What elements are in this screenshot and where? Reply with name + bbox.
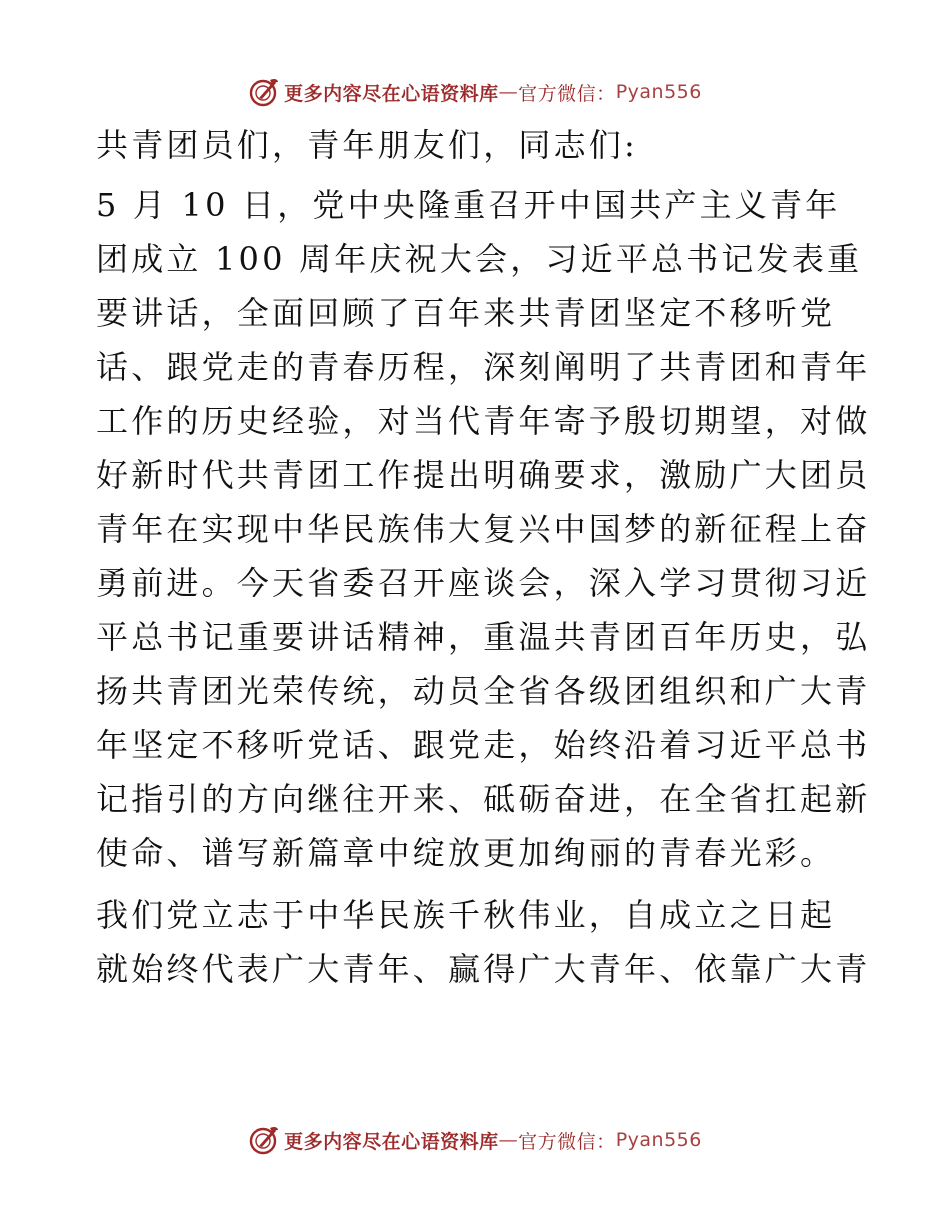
text-line: 勇前进。今天省委召开座谈会，深入学习贯彻习近 [96,564,871,602]
banner-main-text: 更多内容尽在心语资料库 [284,82,499,105]
banner-separator: — [498,81,519,103]
text-line: 年坚定不移听党话、跟党走，始终沿着习近平总书 [96,726,871,764]
banner-separator: — [498,1129,519,1151]
text-line: 我们党立志于中华民族千秋伟业，自成立之日起 [96,896,836,934]
banner-account: Pyan556 [615,1129,702,1151]
paragraph-2 [96,888,871,996]
banner-main-text: 更多内容尽在心语资料库 [284,1130,499,1153]
text-line: 团成立 100 周年庆祝大会，习近平总书记发表重 [96,240,863,278]
text-line: 要讲话，全面回顾了百年来共青团坚定不移听党 [96,294,836,332]
text-line: 5 月 10 日，党中央隆重召开中国共产主义青年 [96,186,841,224]
text-line: 扬共青团光荣传统，动员全省各级团组织和广大青 [96,672,871,710]
text-line: 平总书记重要讲话精神，重温共青团百年历史，弘 [96,618,871,656]
banner-account: Pyan556 [615,81,702,103]
quill-logo-icon [248,1124,280,1156]
document-body [96,118,871,996]
quill-logo-icon [248,76,280,108]
banner-sub-text: 官方微信： [518,1130,616,1153]
footer-watermark-banner [0,1120,950,1160]
text-line: 青年在实现中华民族伟大复兴中国梦的新征程上奋 [96,510,871,548]
text-line: 就始终代表广大青年、赢得广大青年、依靠广大青 [96,950,871,988]
paragraph-1 [96,178,871,880]
text-line: 记指引的方向继往开来、砥砺奋进，在全省扛起新 [96,780,871,818]
text-line: 工作的历史经验，对当代青年寄予殷切期望，对做 [96,402,871,440]
banner-sub-text: 官方微信： [518,82,616,105]
header-watermark-banner [0,72,950,112]
text-line: 话、跟党走的青春历程，深刻阐明了共青团和青年 [96,348,871,386]
text-line: 好新时代共青团工作提出明确要求，激励广大团员 [96,456,871,494]
text-line: 使命、谱写新篇章中绽放更加绚丽的青春光彩。 [96,834,836,872]
salutation: 共青团员们，青年朋友们，同志们: [96,126,638,164]
